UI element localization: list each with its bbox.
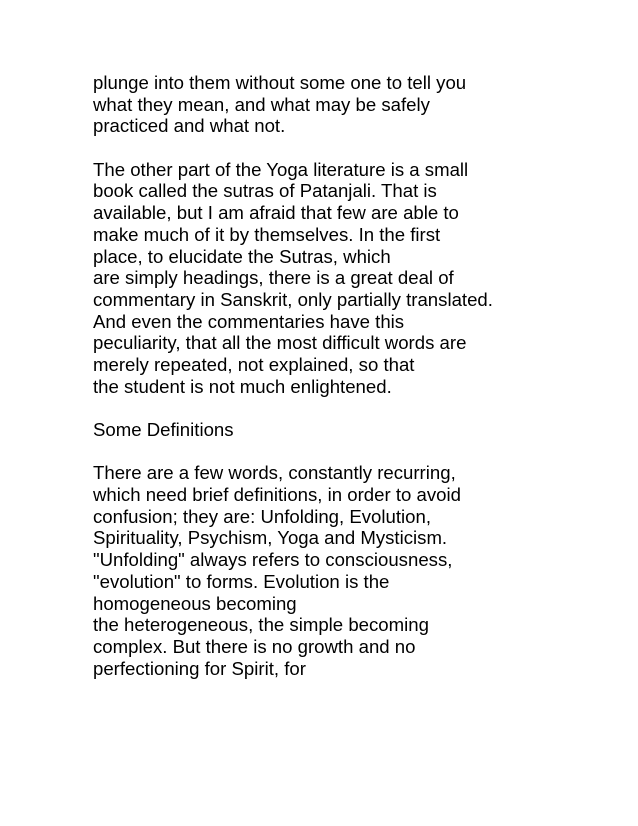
text-line: plunge into them without some one to tell you [93, 72, 467, 93]
text-line: commentary in Sanskrit, only partially translated. [93, 288, 493, 310]
text-line: And even the commentaries have this [93, 310, 405, 332]
text-line: Spirituality, Psychism, Yoga and Mysticism. [93, 527, 448, 549]
text-line: which need brief definitions, in order to avoid [93, 484, 461, 506]
paragraph-3 [93, 462, 613, 679]
text-line: "evolution" to forms. Evolution is the [93, 570, 390, 592]
text-line: book called the sutras of Patanjali. That is [93, 180, 437, 202]
text-line: the student is not much enlightened. [93, 375, 392, 397]
text-line: available, but I am afraid that few are able to [93, 202, 459, 224]
text-line: practiced and what not. [93, 115, 286, 137]
text-line: complex. But there is no growth and no [93, 635, 416, 657]
text-line: confusion; they are: Unfolding, Evolution, [93, 505, 431, 527]
text-line: place, to elucidate the Sutras, which [93, 245, 391, 267]
text-line: "Unfolding" always refers to consciousness, [93, 549, 453, 571]
paragraph-1 [93, 72, 613, 137]
text-column [93, 72, 613, 679]
text-line: The other part of the Yoga literature is a small [93, 158, 469, 180]
paragraph-gap [93, 137, 613, 159]
paragraph-gap [93, 441, 613, 463]
text-line: There are a few words, constantly recurring, [93, 462, 456, 484]
paragraph-gap [93, 397, 613, 419]
text-line: are simply headings, there is a great deal of [93, 267, 454, 289]
text-line: perfectioning for Spirit, for [93, 657, 306, 679]
text-line: the heterogeneous, the simple becoming [93, 614, 429, 636]
text-line: what they mean, and what may be safely [93, 93, 430, 115]
text-line: merely repeated, not explained, so that [93, 353, 415, 375]
text-line: peculiarity, that all the most difficult words are [93, 332, 467, 354]
section-heading: Some Definitions [93, 419, 234, 440]
text-line: homogeneous becoming [93, 592, 297, 614]
paragraph-2 [93, 159, 613, 398]
text-line: make much of it by themselves. In the first [93, 223, 441, 245]
